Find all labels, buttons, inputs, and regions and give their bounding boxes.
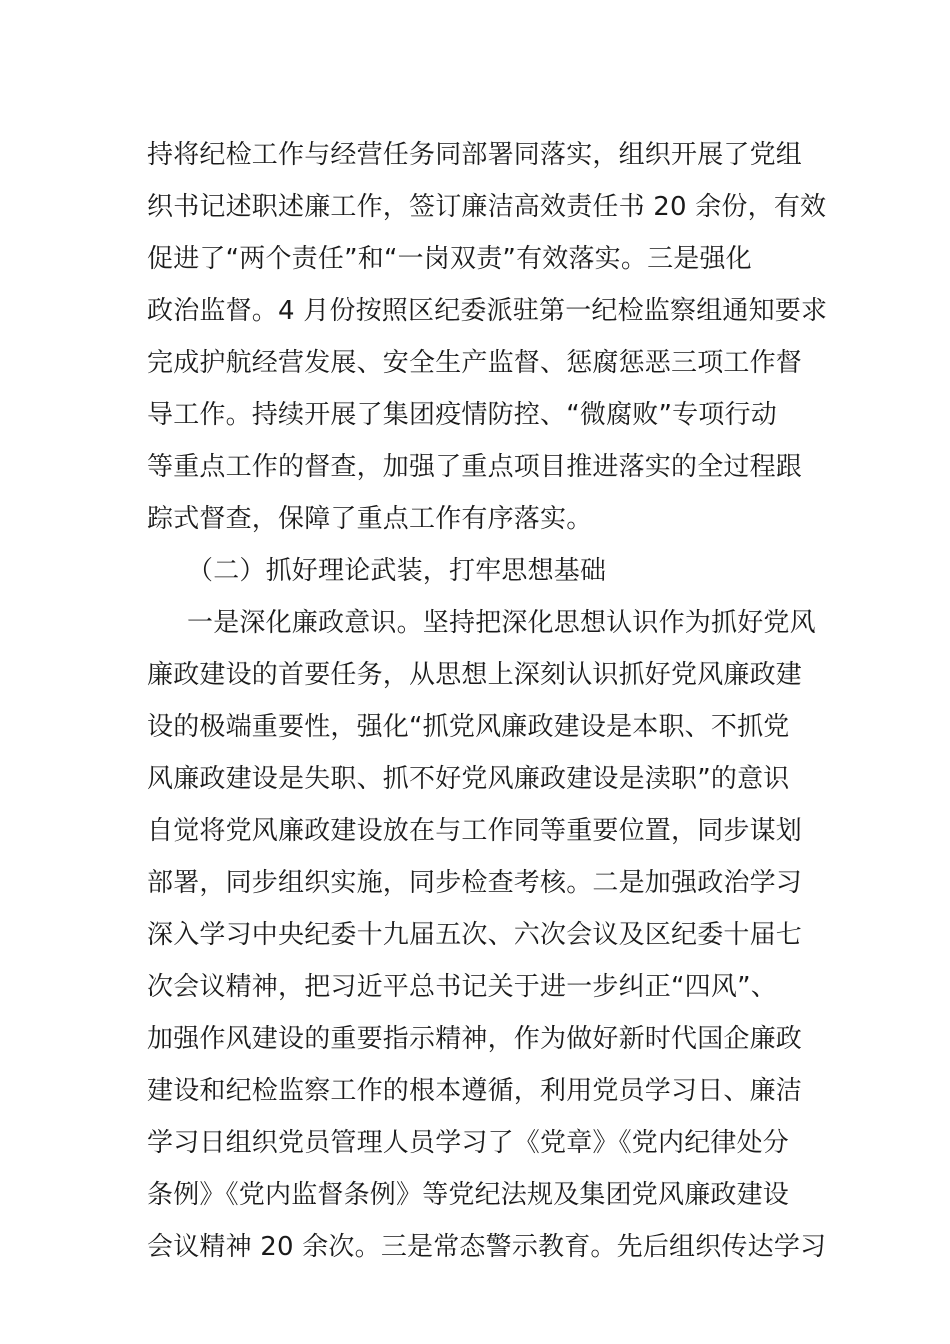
text-line: 会议精神 20 余次。三是常态警示教育。先后组织传达学习 — [147, 1232, 827, 1262]
text-line: 完成护航经营发展、安全生产监督、惩腐惩恶三项工作督 — [147, 348, 803, 378]
text-line: 政治监督。4 月份按照区纪委派驻第一纪检监察组通知要求 — [147, 296, 828, 326]
text-line: 设的极端重要性，强化“抓党风廉政建设是本职、不抓党 — [147, 712, 790, 742]
text-line: 条例》《党内监督条例》等党纪法规及集团党风廉政建设 — [147, 1180, 790, 1210]
text-line: 加强作风建设的重要指示精神，作为做好新时代国企廉政 — [147, 1024, 803, 1054]
text-line: 自觉将党风廉政建设放在与工作同等重要位置，同步谋划 — [147, 816, 803, 846]
text-line: 学习日组织党员管理人员学习了《党章》《党内纪律处分 — [147, 1128, 790, 1158]
text-line: 建设和纪检监察工作的根本遵循，利用党员学习日、廉洁 — [147, 1076, 803, 1106]
text-line: 踪式督查，保障了重点工作有序落实。 — [147, 504, 593, 534]
text-line: 一是深化廉政意识。坚持把深化思想认识作为抓好党风 — [187, 608, 816, 638]
text-line: 廉政建设的首要任务，从思想上深刻认识抓好党风廉政建 — [147, 660, 803, 690]
text-line: 促进了“两个责任”和“一岗双责”有效落实。三是强化 — [147, 244, 752, 274]
section-heading: （二）抓好理论武装，打牢思想基础 — [187, 556, 607, 586]
text-line: 风廉政建设是失职、抓不好党风廉政建设是渎职”的意识 — [147, 764, 790, 794]
text-line: 部署，同步组织实施，同步检查考核。二是加强政治学习 — [147, 868, 803, 898]
text-line: 深入学习中央纪委十九届五次、六次会议及区纪委十届七 — [147, 920, 803, 950]
text-line: 次会议精神，把习近平总书记关于进一步纠正“四风”、 — [147, 972, 777, 1002]
text-line: 等重点工作的督查，加强了重点项目推进落实的全过程跟 — [147, 452, 803, 482]
text-line: 导工作。持续开展了集团疫情防控、“微腐败”专项行动 — [147, 400, 777, 430]
text-line: 持将纪检工作与经营任务同部署同落实，组织开展了党组 — [147, 140, 803, 170]
text-line: 织书记述职述廉工作，签订廉洁高效责任书 20 余份，有效 — [147, 192, 827, 222]
